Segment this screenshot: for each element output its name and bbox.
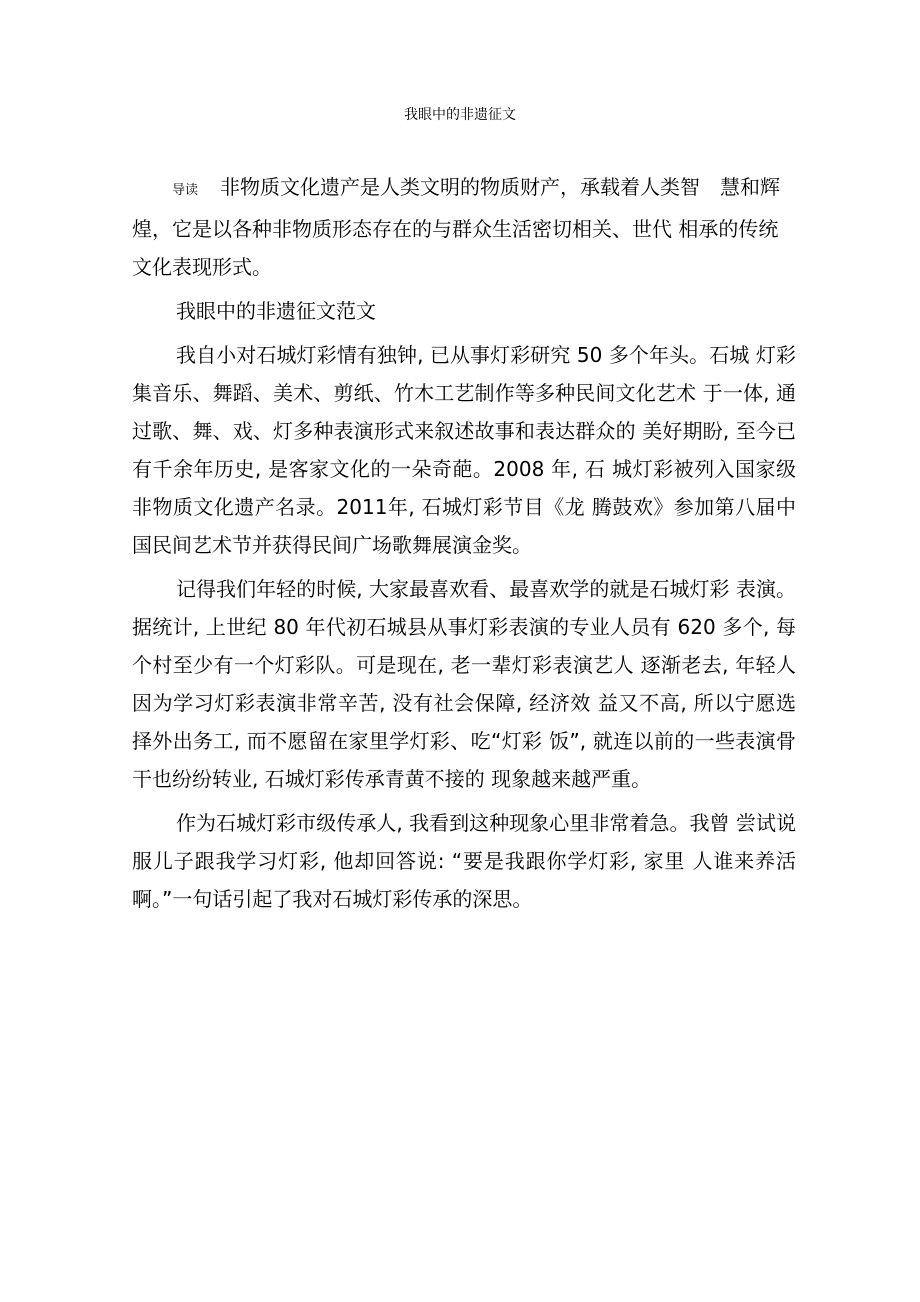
essay-subtitle: 我眼中的非遗征文范文 (176, 299, 376, 323)
intro-text: 非物质文化遗产是人类文明的物质财产，承载着人类智 慧和辉煌，它是以各种非物质形态存在的与群众生活密切相关、世代 相承的传统文化表现形式。 (132, 175, 781, 279)
document-title: 我眼中的非遗征文 (404, 107, 516, 123)
intro-label: 导读 (172, 183, 199, 198)
intro-paragraph (132, 168, 796, 286)
body-paragraph-3: 作为石城灯彩市级传承人, 我看到这种现象心里非常着急。我曾 尝试说服儿子跟我学习灯彩, 他却回答说: “要是我跟你学灯彩, 家里 人谁来养活啊。”一句话引起了我对石城灯彩传承的深思。 (132, 811, 796, 911)
body-paragraph-1: 我自小对石城灯彩情有独钟, 已从事灯彩研究 50 多个年头。石城 灯彩集音乐、舞蹈、美术、剪纸、竹木工艺制作等多种民间文化艺术 于一体, 通过歌、舞、戏、灯多种表演形式来叙述故事和表达群众的 美好期盼, 至今已有千余年历史, 是客家文化的一朵奇葩。2008 年, 石 城灯彩被列入国家级非物质文化遗产名录。2011年, 石城灯彩节目《龙 腾鼓欢》参加第八届中国民间艺术节并获得民间广场歌舞展演金奖。 (132, 343, 796, 557)
document-body (132, 168, 796, 918)
body-paragraph-2: 记得我们年轻的时候, 大家最喜欢看、最喜欢学的就是石城灯彩 表演。据统计, 上世纪 80 年代初石城县从事灯彩表演的专业人员有 620 多个, 每个村至少有一个灯彩队。可是现在, 老一辈灯彩表演艺人 逐渐老去, 年轻人因为学习灯彩表演非常辛苦, 没有社会保障, 经济效 益又不高, 所以宁愿选择外出务工, 而不愿留在家里学灯彩、吃“灯彩 饭”, 就连以前的一些表演骨干也纷纷转业, 石城灯彩传承青黄不接的 现象越来越严重。 (132, 577, 796, 791)
